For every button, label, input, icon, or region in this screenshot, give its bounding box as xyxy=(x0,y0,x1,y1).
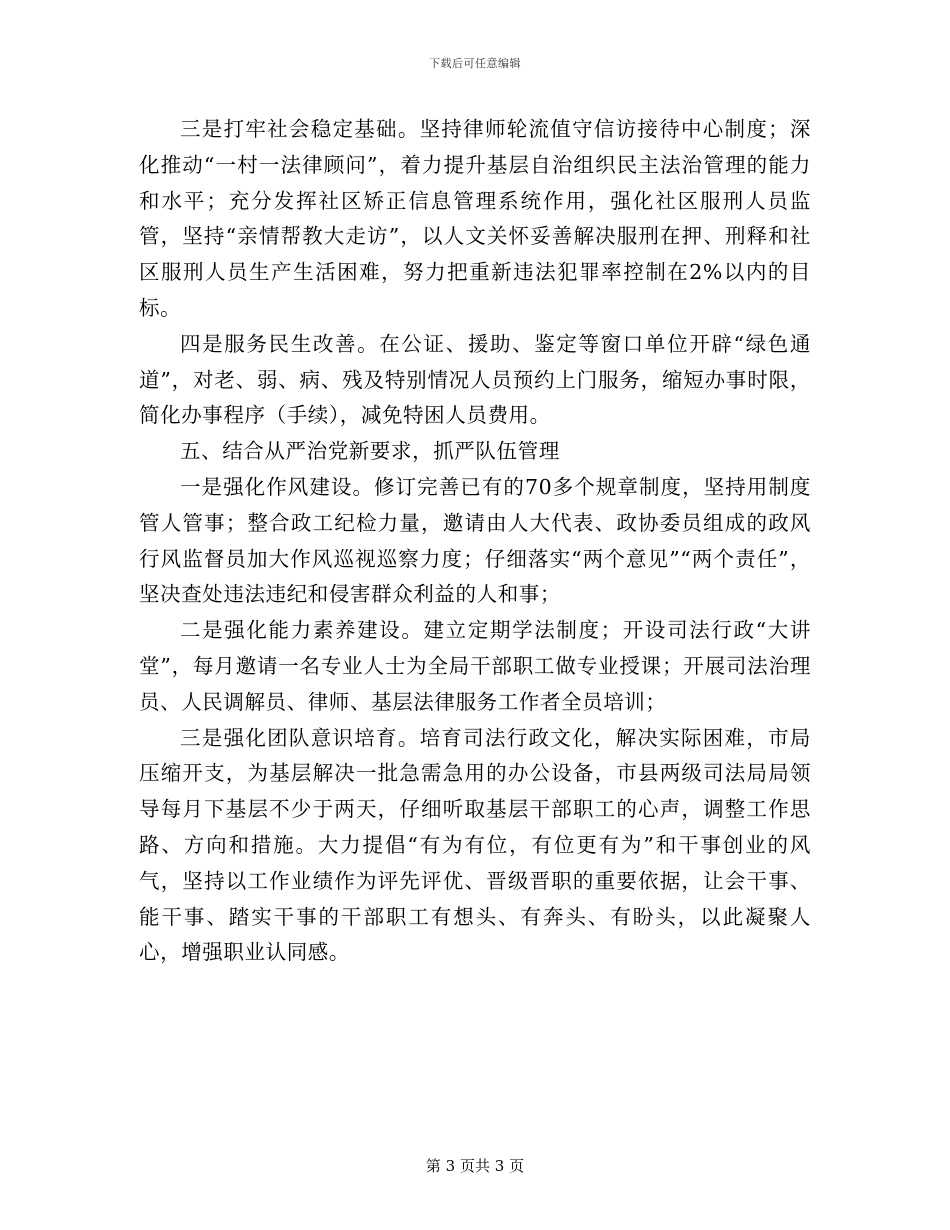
section-heading-team-management: 五、结合从严治党新要求，抓严队伍管理 xyxy=(180,439,560,464)
paragraph-team-awareness: 三是强化团队意识培育。培育司法行政文化，解决实际困难，市局压缩开支，为基层解决一批急需急用的办公设备，市县两级司法局局领导每月下基层不少于两天，仔细听取基层干部职工的心声，调整工作思路、方向和措施。大力提倡“有为有位，有位更有为”和干事创业的风气，坚持以工作业绩作为评先评优、晋级晋职的重要依据，让会干事、能干事、踏实干事的干部职工有想头、有奔头、有盼头，以此凝聚人心，增强职业认同感。 xyxy=(139,725,811,965)
document-body xyxy=(139,112,811,971)
paragraph-stability-foundation: 三是打牢社会稳定基础。坚持律师轮流值守信访接待中心制度；深化推动“一村一法律顾问”，着力提升基层自治组织民主法治管理的能力和水平；充分发挥社区矫正信息管理系统作用，强化社区服刑人员监管，坚持“亲情帮教大走访”，以人文关怀妥善解决服刑在押、刑释和社区服刑人员生产生活困难，努力把重新违法犯罪率控制在2%以内的目标。 xyxy=(139,117,811,320)
page-number-footer: 第 3 页共 3 页 xyxy=(425,1157,525,1175)
paragraph-work-style: 一是强化作风建设。修订完善已有的70多个规章制度，坚持用制度管人管事；整合政工纪检力量，邀请由人大代表、政协委员组成的政风行风监督员加大作风巡视巡察力度；仔细落实“两个意见”“两个责任”，坚决查处违法违纪和侵害群众利益的人和事； xyxy=(139,474,811,607)
page-header-note: 下载后可任意编辑 xyxy=(429,57,521,70)
paragraph-public-service: 四是服务民生改善。在公证、援助、鉴定等窗口单位开辟“绿色通道”，对老、弱、病、残及特别情况人员预约上门服务，缩短办事时限，简化办事程序（手续），减免特困人员费用。 xyxy=(139,331,811,428)
paragraph-capability: 二是强化能力素养建设。建立定期学法制度；开设司法行政“大讲堂”，每月邀请一名专业人士为全局干部职工做专业授课；开展司法治理员、人民调解员、律师、基层法律服务工作者全员培训； xyxy=(139,618,811,714)
